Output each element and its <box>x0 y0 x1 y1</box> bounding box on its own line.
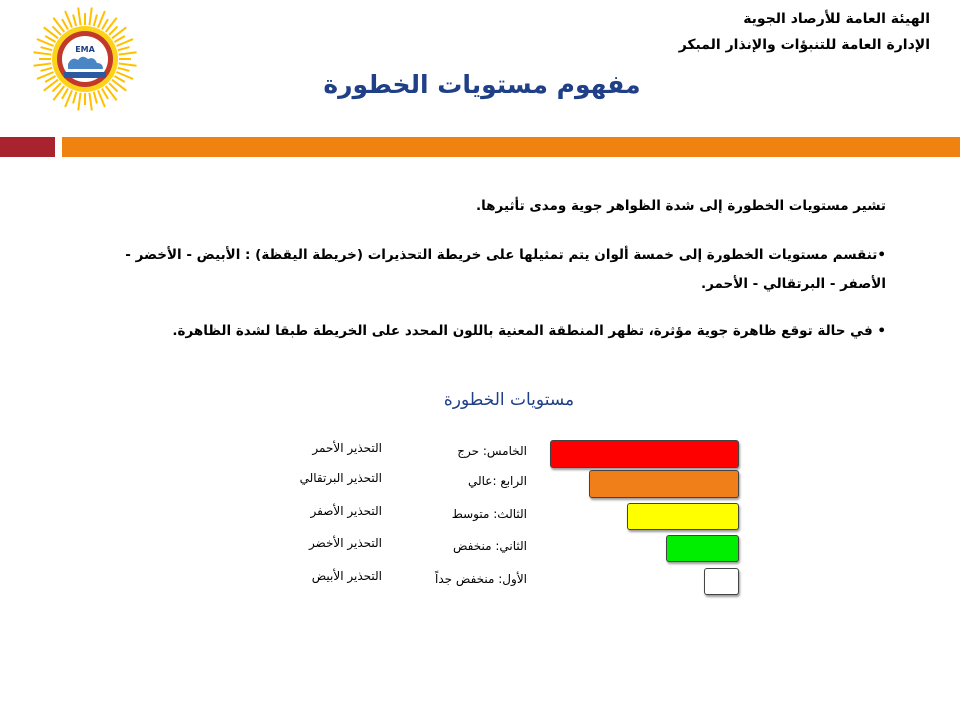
level-bar-4 <box>589 470 740 498</box>
paragraph-colors: •تنقسم مستويات الخطورة إلى خمسة ألوان يتم تمثيلها على خريطة التحذيرات (خريطة اليقظة) : الأبيض - الأخضر - الأصفر - البرتقالي - الأحمر. <box>125 247 886 292</box>
warning-label-1: التحذير الأبيض <box>311 569 382 583</box>
warning-label-5: التحذير الأحمر <box>312 441 382 455</box>
level-bar-3 <box>627 503 739 530</box>
level-label-5: الخامس: حرج <box>457 444 527 458</box>
level-bar-2 <box>666 535 740 562</box>
org-name: الهيئة العامة للأرصاد الجوية <box>743 11 930 27</box>
warning-label-2: التحذير الأخضر <box>308 536 382 550</box>
level-label-4: الرابع :عالي <box>467 474 527 488</box>
level-bar-1 <box>704 568 739 595</box>
level-label-1: الأول: منخفض جداً <box>435 572 527 586</box>
header-band-orange <box>62 137 960 157</box>
svg-text:EMA: EMA <box>75 45 95 54</box>
level-label-3: الثالث: متوسط <box>451 507 527 521</box>
warning-label-4: التحذير البرتقالي <box>299 471 382 485</box>
levels-title: مستويات الخطورة <box>443 390 575 410</box>
header-band-red <box>0 137 55 157</box>
level-bar-5 <box>550 440 739 468</box>
organization-header <box>679 6 930 58</box>
body-text <box>106 192 886 346</box>
paragraph-map: • في حالة توقع ظاهرة جوية مؤثرة، تظهر المنطقة المعنية باللون المحدد على الخريطة طبقا لشدة الظاهرة. <box>172 323 886 339</box>
warning-label-3: التحذير الأصفر <box>310 504 382 518</box>
paragraph-intro: تشير مستويات الخطورة إلى شدة الظواهر جوية ومدى تأثيرها. <box>475 198 886 214</box>
page-title: مفهوم مستويات الخطورة <box>323 70 641 99</box>
org-department: الإدارة العامة للتنبؤات والإنذار المبكر <box>678 37 930 53</box>
level-label-2: الثاني: منخفض <box>452 539 527 553</box>
